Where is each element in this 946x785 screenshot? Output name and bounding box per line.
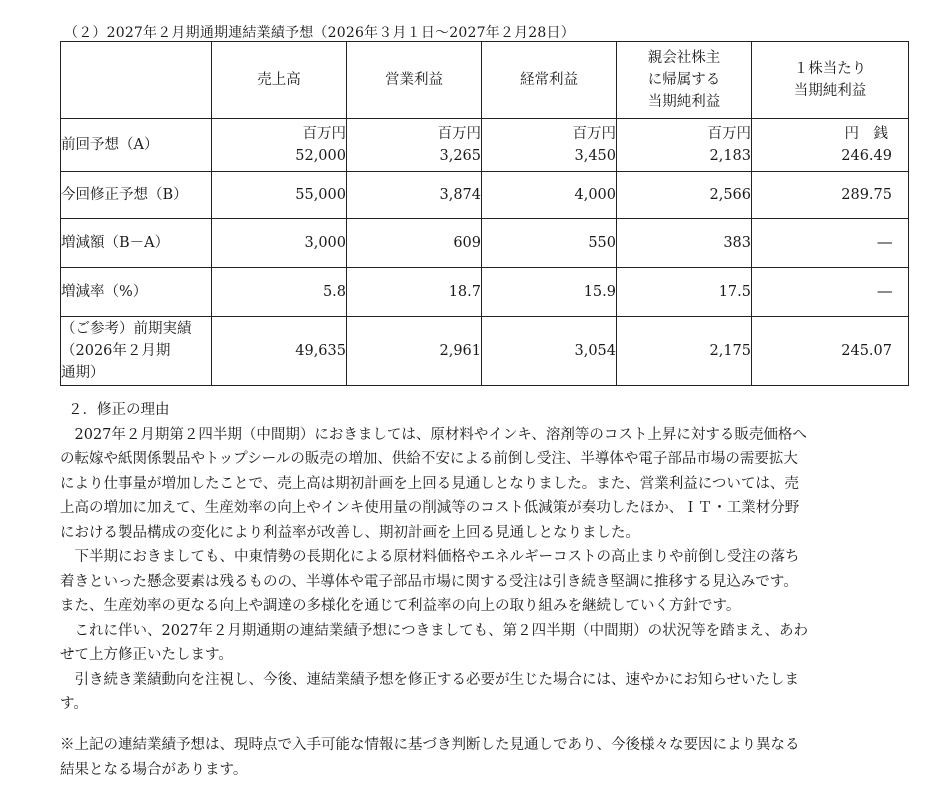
section-title: （２）2027年２月期通期連結業績予想（2026年３月１日～2027年２月28日） — [64, 25, 575, 41]
row-label: 今回修正予想（B） — [61, 172, 212, 219]
cell-value: ― — [752, 219, 909, 268]
header-net-income: 親会社株主 に帰属する 当期純利益 — [617, 42, 752, 119]
cell-value: 550 — [482, 219, 617, 268]
table-row-previous-forecast — [61, 119, 909, 172]
table-row-change-rate — [61, 268, 909, 317]
revision-reason-section — [60, 398, 920, 717]
header-eps: １株当たり 当期純利益 — [752, 42, 909, 119]
cell-value: 18.7 — [347, 268, 482, 317]
cell-value: 609 — [347, 219, 482, 268]
cell-value: 3,874 — [347, 172, 482, 219]
cell-value: 円 銭 246.49 — [752, 119, 909, 172]
cell-value: 百万円 3,450 — [482, 119, 617, 172]
reason-heading: ２．修正の理由 — [68, 402, 170, 418]
row-label: 前回予想（A） — [61, 119, 212, 172]
header-ordinary-profit: 経常利益 — [482, 42, 617, 119]
header-net-sales: 売上高 — [212, 42, 347, 119]
cell-value: 245.07 — [752, 317, 909, 386]
table-row-prior-results — [61, 317, 909, 386]
cell-value: 15.9 — [482, 268, 617, 317]
cell-value: 17.5 — [617, 268, 752, 317]
row-label: 増減率（%） — [61, 268, 212, 317]
cell-value: 2,961 — [347, 317, 482, 386]
disclaimer-note: ※上記の連結業績予想は、現時点で入手可能な情報に基づき判断した見通しであり、今後様々な要因により異なる 結果となる場合があります。 — [60, 737, 800, 778]
header-operating-profit: 営業利益 — [347, 42, 482, 119]
cell-value: 49,635 — [212, 317, 347, 386]
table-row-revised-forecast — [61, 172, 909, 219]
cell-value: ― — [752, 268, 909, 317]
table-row-change-amount — [61, 219, 909, 268]
reason-paragraph: 引き続き業績動向を注視し、今後、連結業績予想を修正する必要が生じた場合には、速やかにお知らせいたしま す。 — [60, 671, 800, 712]
cell-value: 383 — [617, 219, 752, 268]
reason-paragraph: 2027年２月期第２四半期（中間期）におきましては、原材料やインキ、溶剤等のコスト上昇に対する販売価格へ の転嫁や紙関係製品やトップシールの販売の増加、供給不安による前倒し受注、半導体や電子部品市場の需要拡大 により仕事量が増加したことで、売上高は期初計画を上回る見通しとなりました。また、営業利益については、売 上高の増加に加えて、生産効率の向上やインキ使用量の削減等のコスト低減策が奏功したほか、ＩＴ・工業材分野 における製品構成の変化により利益率が改善し、期初計画を上回る見通しとなりました。 — [60, 426, 807, 541]
reason-paragraph: 下半期におきましても、中東情勢の長期化による原材料価格やエネルギーコストの高止まりや前倒し受注の落ち 着きといった懸念要素は残るものの、半導体や電子部品市場に関する受注は引き続き堅調に推移する見込みです。 また、生産効率の更なる向上や調達の多様化を通じて利益率の向上の取り組みを継続していく方針です。 — [60, 549, 800, 614]
table-header-row — [61, 42, 909, 119]
cell-value: 3,000 — [212, 219, 347, 268]
reason-paragraph: これに伴い、2027年２月期通期の連結業績予想につきましても、第２四半期（中間期）の状況等を踏まえ、あわ せて上方修正いたします。 — [60, 622, 808, 663]
cell-value: 4,000 — [482, 172, 617, 219]
cell-value: 5.8 — [212, 268, 347, 317]
cell-value: 289.75 — [752, 172, 909, 219]
cell-value: 3,054 — [482, 317, 617, 386]
header-corner-cell — [61, 42, 212, 119]
cell-value: 百万円 52,000 — [212, 119, 347, 172]
cell-value: 2,566 — [617, 172, 752, 219]
forecast-table — [60, 41, 909, 386]
row-label: 増減額（B－A） — [61, 219, 212, 268]
cell-value: 55,000 — [212, 172, 347, 219]
cell-value: 百万円 3,265 — [347, 119, 482, 172]
cell-value: 2,175 — [617, 317, 752, 386]
cell-value: 百万円 2,183 — [617, 119, 752, 172]
row-label: （ご参考）前期実績 （2026年２月期 通期） — [61, 317, 212, 386]
